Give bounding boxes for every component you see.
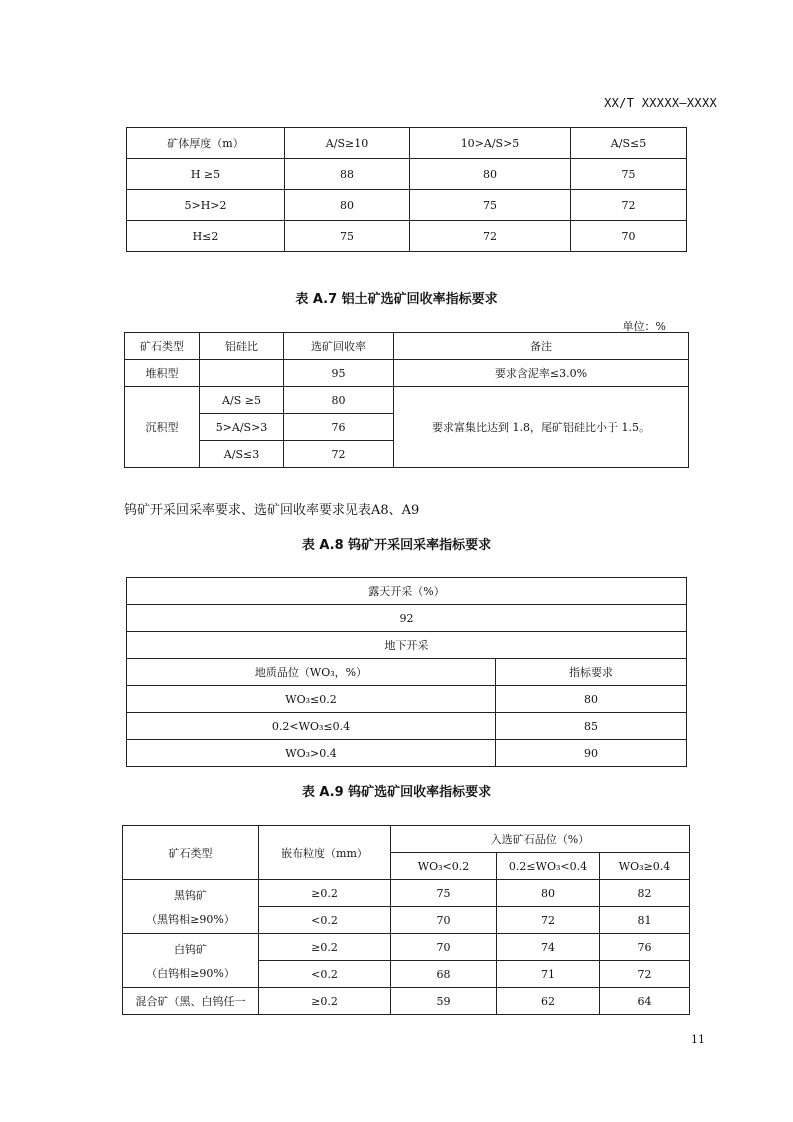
ratio-cell [200,360,284,387]
table-cell: WO₃≤0.2 [127,686,496,713]
table-cell: 72 [571,190,687,221]
header-cell: 地质品位（WO₃，%） [127,659,496,686]
header-cell: 指标要求 [496,659,687,686]
header-cell: 矿石类型 [123,826,259,880]
table-a7-title: 表 A.7 铝土矿选矿回收率指标要求 [295,292,498,307]
table-cell: 80 [410,159,571,190]
table-row [123,988,690,1015]
table-row [127,578,687,605]
document-code: XX/T XXXXX—XXXX [604,96,717,110]
size-cell: <0.2 [259,961,391,988]
table-row [127,605,687,632]
table-cell: 70 [391,934,497,961]
table-a6-continued [126,127,687,252]
ore-type-name: 黑钨矿 [174,888,207,902]
ratio-cell: 5>A/S>3 [200,414,284,441]
table-cell: 85 [496,713,687,740]
table-cell: H ≥5 [127,159,285,190]
ratio-cell: A/S≤3 [200,441,284,468]
underground-label-cell: 地下开采 [127,632,687,659]
table-cell: 80 [285,190,410,221]
table-cell: 0.2<WO₃≤0.4 [127,713,496,740]
ratio-cell: A/S ≥5 [200,387,284,414]
ore-type-name: 白钨矿 [174,942,207,956]
table-row [127,632,687,659]
table-cell: 90 [496,740,687,767]
ore-type-cell [123,934,259,988]
ore-type-cell [123,880,259,934]
table-header-row [127,659,687,686]
open-pit-value-cell: 92 [127,605,687,632]
table-a9 [122,825,690,1015]
table-a7 [124,332,689,468]
size-cell: <0.2 [259,907,391,934]
header-cell: WO₃≥0.4 [600,853,690,880]
table-cell: 80 [497,880,600,907]
table-cell: 88 [285,159,410,190]
size-cell: ≥0.2 [259,988,391,1015]
rate-cell: 95 [284,360,394,387]
ore-type-cell: 沉积型 [125,387,200,468]
table-header-row [127,128,687,159]
table-cell: H≤2 [127,221,285,252]
size-cell: ≥0.2 [259,880,391,907]
table-cell: 64 [600,988,690,1015]
body-paragraph: 钨矿开采回采率要求、选矿回收率要求见表A8、A9 [124,503,420,518]
header-cell: A/S≤5 [571,128,687,159]
header-cell: A/S≥10 [285,128,410,159]
table-row [125,360,689,387]
table-cell: 75 [410,190,571,221]
table-cell: 81 [600,907,690,934]
header-cell: 选矿回收率 [284,333,394,360]
table-cell: 59 [391,988,497,1015]
table-cell: 72 [410,221,571,252]
header-cell: 矿体厚度（m） [127,128,285,159]
table-row [123,934,690,961]
table-cell: 70 [391,907,497,934]
table-cell: 72 [600,961,690,988]
table-cell: 71 [497,961,600,988]
table-cell: WO₃>0.4 [127,740,496,767]
table-cell: 75 [391,880,497,907]
page-number: 11 [691,1033,705,1046]
ore-type-note: （白钨相≥90%） [146,966,235,980]
size-cell: ≥0.2 [259,934,391,961]
header-cell: WO₃<0.2 [391,853,497,880]
rate-cell: 76 [284,414,394,441]
table-row [125,387,689,414]
table-cell: 5>H>2 [127,190,285,221]
ore-type-cell: 混合矿（黑、白钨任一 [123,988,259,1015]
table-row [123,880,690,907]
table-a8 [126,577,687,767]
open-pit-label-cell: 露天开采（%） [127,578,687,605]
table-row [127,190,687,221]
header-cell: 入选矿石品位（%） [391,826,690,853]
ore-type-cell: 堆积型 [125,360,200,387]
header-cell: 铝硅比 [200,333,284,360]
header-cell: 0.2≤WO₃<0.4 [497,853,600,880]
table-cell: 72 [497,907,600,934]
table-cell: 70 [571,221,687,252]
table-a9-title: 表 A.9 钨矿选矿回收率指标要求 [301,785,492,800]
table-cell: 76 [600,934,690,961]
table-a7-unit: 单位：% [622,320,666,333]
table-row [127,740,687,767]
header-cell: 10>A/S>5 [410,128,571,159]
table-cell: 75 [285,221,410,252]
rate-cell: 80 [284,387,394,414]
header-cell: 矿石类型 [125,333,200,360]
table-row [127,686,687,713]
table-cell: 80 [496,686,687,713]
table-row [127,713,687,740]
table-header-row [123,826,690,853]
rate-cell: 72 [284,441,394,468]
table-cell: 62 [497,988,600,1015]
table-cell: 75 [571,159,687,190]
table-a8-title: 表 A.8 钨矿开采回采率指标要求 [301,538,492,553]
ore-type-note: （黑钨相≥90%） [146,912,235,926]
table-row [127,159,687,190]
table-row [127,221,687,252]
table-cell: 74 [497,934,600,961]
note-cell: 要求富集比达到 1.8，尾矿铝硅比小于 1.5。 [394,387,689,468]
note-cell: 要求含泥率≤3.0% [394,360,689,387]
table-cell: 68 [391,961,497,988]
table-header-row [125,333,689,360]
header-cell: 嵌布粒度（mm） [259,826,391,880]
header-cell: 备注 [394,333,689,360]
table-cell: 82 [600,880,690,907]
